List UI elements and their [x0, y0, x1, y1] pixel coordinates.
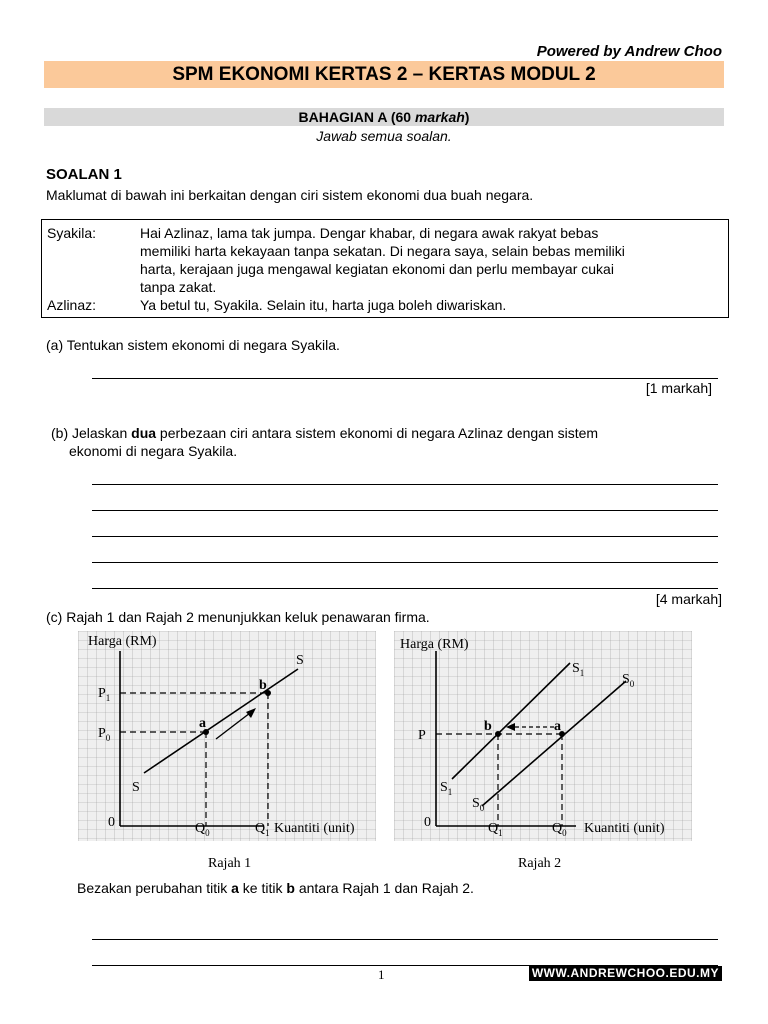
answer-line[interactable]	[92, 484, 718, 485]
answer-line[interactable]	[92, 939, 718, 940]
footer-url[interactable]: WWW.ANDREWCHOO.EDU.MY	[529, 966, 722, 981]
section-heading-prefix: BAHAGIAN A (60	[298, 109, 415, 125]
speaker-azlinaz: Azlinaz:	[47, 297, 97, 313]
curve-label-s-end: S	[296, 653, 304, 668]
tick-p: P	[418, 728, 426, 743]
speech-line: Hai Azlinaz, lama tak jumpa. Dengar khabar, di negara awak rakyat bebas	[140, 225, 599, 241]
page-title: SPM EKONOMI KERTAS 2 – KERTAS MODUL 2	[44, 61, 724, 88]
part-c-q-a: a	[231, 880, 239, 896]
tick-q1-sub: 1	[265, 828, 270, 838]
powered-by: Powered by Andrew Choo	[536, 43, 722, 60]
section-heading-suffix: )	[464, 109, 470, 125]
part-a-question: (a) Tentukan sistem ekonomi di negara Syakila.	[46, 337, 340, 353]
section-heading	[44, 108, 724, 126]
answer-line[interactable]	[92, 536, 718, 537]
speech-line: harta, kerajaan juga mengawal kegiatan ekonomi dan perlu membayar cukai	[140, 261, 614, 277]
chart-1-title: Rajah 1	[208, 856, 252, 871]
curve-label-s1-start: $S_1$	[440, 780, 453, 797]
tick-q1: $Q_1$	[255, 821, 270, 838]
curve-label-s0-end: $S_0$	[622, 672, 635, 689]
tick-p1-sub: 1	[105, 693, 111, 703]
answer-line[interactable]	[92, 510, 718, 511]
chart-rajah-2	[394, 631, 692, 841]
speech-line: tanpa zakat.	[140, 279, 217, 295]
speech-line: memiliki harta kekayaan tanpa sekatan. Di negara saya, selain bebas memiliki	[140, 243, 625, 259]
label-b: b	[484, 719, 492, 734]
curve-label-s0-start-sub: 0	[479, 803, 485, 813]
speaker-syakila: Syakila:	[47, 225, 97, 241]
speech-line: Ya betul tu, Syakila. Selain itu, harta juga boleh diwariskan.	[140, 297, 507, 313]
tick-q0: $Q_0$	[552, 821, 567, 838]
curve-label-s1-end-sub: 1	[579, 668, 585, 678]
label-a: a	[554, 719, 561, 734]
answer-line[interactable]	[92, 562, 718, 563]
y-axis-label: Harga (RM)	[400, 637, 469, 652]
part-b-bold: dua	[131, 425, 157, 441]
part-b-question-line2: ekonomi di negara Syakila.	[69, 443, 238, 459]
x-axis-label: Kuantiti (unit)	[274, 821, 355, 836]
section-instruction: Jawab semua soalan.	[316, 128, 452, 144]
part-c-q-suffix: antara Rajah 1 dan Rajah 2.	[294, 880, 474, 896]
tick-q1-sub: 1	[498, 828, 503, 838]
part-b-question	[51, 424, 598, 442]
tick-q1: $Q_1$	[488, 821, 503, 838]
point-b	[495, 731, 501, 737]
part-c-subquestion	[77, 879, 474, 897]
label-b: b	[259, 678, 267, 693]
tick-p0: $P_0$	[98, 726, 111, 743]
part-c-q-b: b	[286, 880, 295, 896]
part-b-marks: [4 markah]	[655, 591, 722, 607]
part-a-marks: [1 markah]	[645, 380, 712, 396]
question-title: SOALAN 1	[46, 166, 122, 183]
y-axis-label: Harga (RM)	[88, 634, 157, 649]
answer-line[interactable]	[92, 378, 718, 379]
curve-label-s1-end: $S_1$	[572, 661, 585, 678]
curve-label-s-start: S	[132, 780, 140, 795]
part-c-question: (c) Rajah 1 dan Rajah 2 menunjukkan keluk penawaran firma.	[46, 609, 430, 625]
origin-label: 0	[424, 815, 431, 830]
part-c-q-prefix: Bezakan perubahan titik	[77, 880, 232, 896]
part-b-suffix: perbezaan ciri antara sistem ekonomi di negara Azlinaz dengan sistem	[156, 425, 599, 441]
part-c-q-mid: ke titik	[238, 880, 287, 896]
curve-label-s0-start: $S_0$	[472, 796, 485, 813]
page-number: 1	[378, 967, 385, 982]
part-b-prefix: (b) Jelaskan	[51, 425, 132, 441]
label-a: a	[199, 716, 206, 731]
origin-label: 0	[108, 815, 115, 830]
tick-q0-sub: 0	[562, 828, 567, 838]
curve-label-s1-start-sub: 1	[447, 787, 453, 797]
x-axis-label: Kuantiti (unit)	[584, 821, 665, 836]
tick-p1: $P_1$	[98, 686, 111, 703]
tick-q0-sub: 0	[205, 828, 210, 838]
curve-label-s0-end-sub: 0	[629, 679, 635, 689]
question-intro: Maklumat di bawah ini berkaitan dengan ciri sistem ekonomi dua buah negara.	[46, 187, 534, 203]
answer-line[interactable]	[92, 588, 718, 589]
chart-2-title: Rajah 2	[518, 856, 562, 871]
tick-p0-sub: 0	[105, 733, 111, 743]
dialogue-box	[41, 219, 729, 318]
chart-rajah-1	[78, 631, 376, 841]
section-heading-italic: markah	[414, 109, 465, 125]
tick-q0: $Q_0$	[195, 821, 210, 838]
